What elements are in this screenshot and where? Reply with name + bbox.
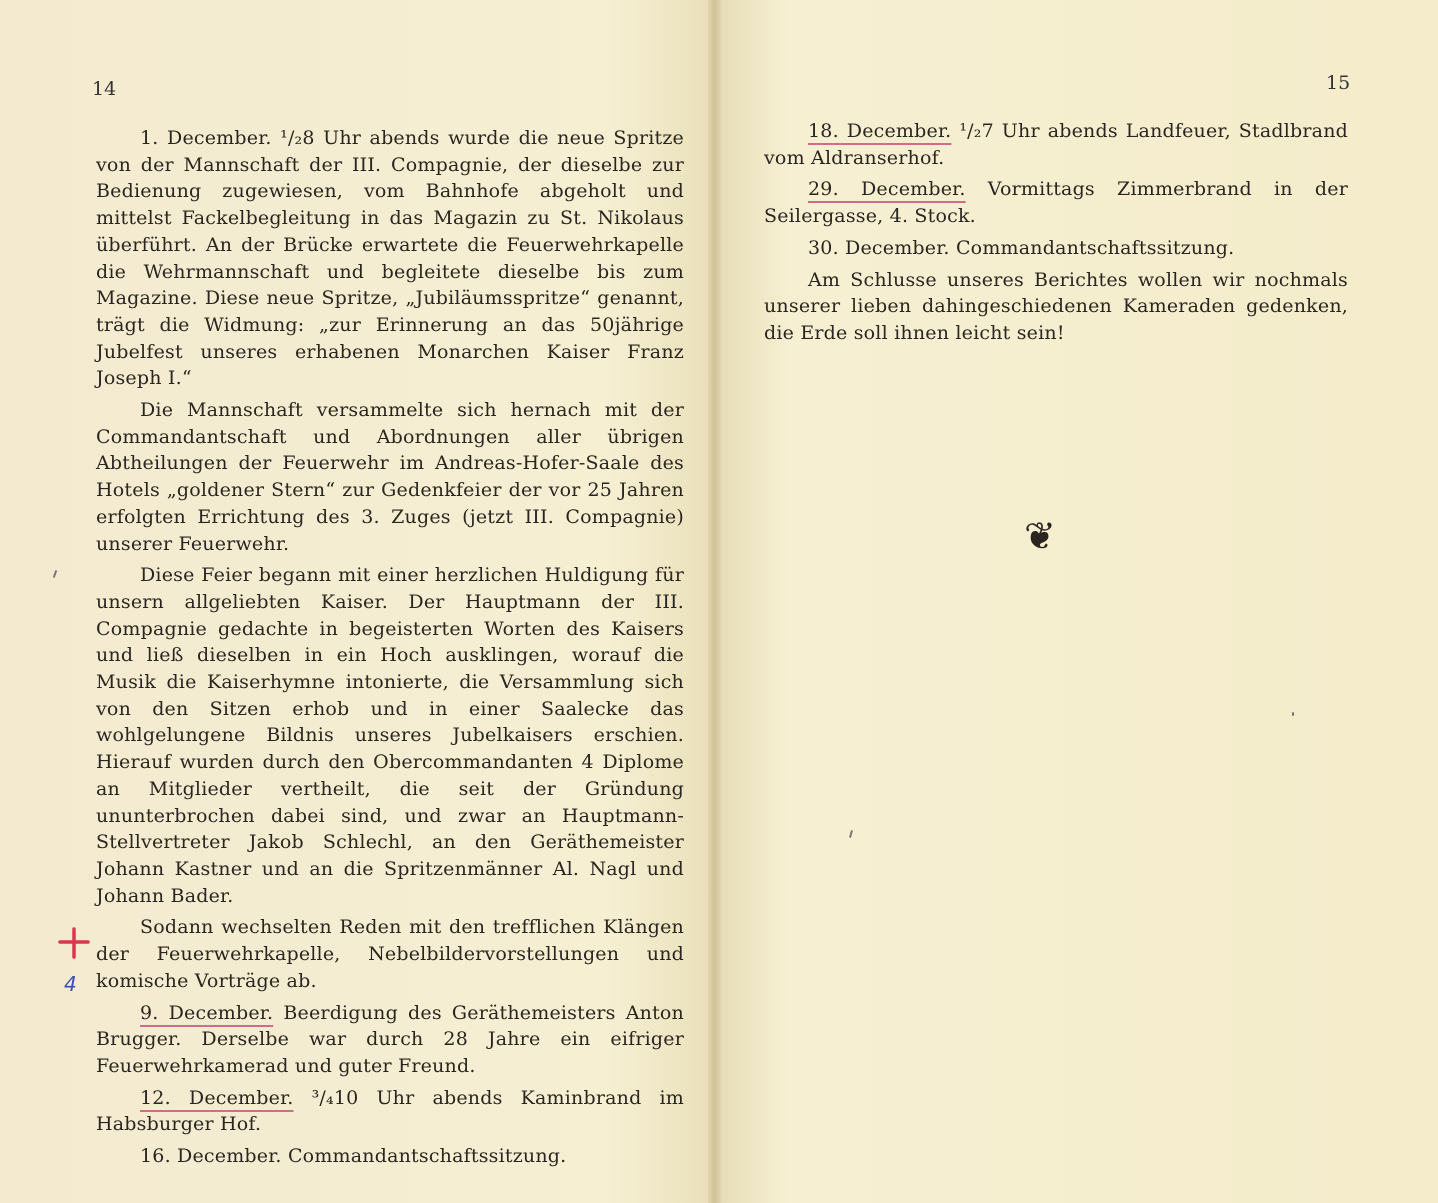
entry-paragraph [96, 914, 684, 994]
entry-paragraph [764, 267, 1348, 347]
entry-date: 12. December. [140, 1086, 294, 1109]
entry-text: Sodann wechselten Reden mit den trefflichen Klängen der Feuerwehrkapelle, Nebelbildervorstellungen und komische Vorträge ab. [96, 916, 684, 992]
entry-paragraph [96, 125, 684, 392]
entry-text: Vormittags Zimmerbrand in der Seilergasse, 4. Stock. [764, 178, 1348, 228]
entry-text: ¹/₂8 Uhr abends wurde die neue Spritze von der Mannschaft der III. Compagnie, der dieselbe zur Bedienung zugewiesen, vom Bahnhofe abgeholt und mittelst Fackelbegleitung in das Magazin zu St. Nikolaus überführt. An der Brücke erwartete die Feuerwehrkapelle die Wehrmannschaft und begleitete dieselbe bis zum Magazine. Diese neue Spritze, „Jubiläumsspritze“ genannt, trägt die Widmung: „zur Erinnerung an das 50jährige Jubelfest unseres erhabenen Monarchen Kaiser Franz Joseph I.“ [96, 127, 684, 390]
entry-text: Die Mannschaft versammelte sich hernach mit der Commandantschaft und Abordnungen aller übrigen Abtheilungen der Feuerwehr im Andreas-Hofer-Saale des Hotels „goldener Stern“ zur Gedenkfeier der vor 25 Jahren erfolgten Errichtung des 3. Zuges (jetzt III. Compagnie) unserer Feuerwehr. [96, 399, 684, 555]
entry-paragraph [764, 118, 1348, 171]
entry-text: Diese Feier begann mit einer herzlichen Huldigung für unsern allgeliebten Kaiser. Der Hauptmann der III. Compagnie gedachte in begeisterten Worten des Kaisers und ließ dieselben in ein Hoch ausklingen, worauf die Musik die Kaiserhymne intonierte, die Versammlung sich von den Sitzen erhob und in einer Saalecke das wohlgelungene Bildnis unseres Jubelkaisers erschien. Hierauf wurden durch den Obercommandanten 4 Diplome an Mitglieder vertheilt, die seit der Gründung ununterbrochen dabei sind, und zwar an Hauptmann-Stellvertreter Jakob Schlechl, an den Geräthemeister Johann Kastner und an die Spritzenmänner Al. Nagl und Johann Bader. [96, 564, 684, 907]
right-page-text [764, 118, 1348, 352]
entry-date: 30. December. [808, 236, 950, 259]
right-page-number: 15 [1326, 72, 1351, 94]
entry-paragraph [96, 397, 684, 557]
entry-text: Commandantschaftssitzung. [955, 236, 1235, 259]
entry-text: ¹/₂7 Uhr abends Landfeuer, Stadlbrand vom Aldranserhof. [764, 120, 1348, 169]
entry-paragraph [96, 1085, 684, 1138]
entry-text: Commandantschaftssitzung. [287, 1145, 567, 1168]
entry-date: 29. December. [808, 178, 966, 201]
entry-date: 18. December. [808, 120, 952, 142]
entry-paragraph [96, 1143, 684, 1170]
red-cross-mark-icon [56, 925, 92, 961]
ornament-flourish-icon: ❦ [1024, 514, 1056, 558]
entry-date: 1. December. [140, 127, 272, 149]
entry-text: ³/₄10 Uhr abends Kaminbrand im Habsburger Hof. [96, 1086, 684, 1136]
entry-text: Am Schlusse unseres Berichtes wollen wir nochmals unserer lieben dahingeschiedenen Kameraden gedenken, die Erde soll ihnen leicht sein! [764, 268, 1348, 344]
entry-paragraph [96, 562, 684, 909]
blue-pencil-note: 4 [64, 972, 77, 996]
paper-speck [1292, 712, 1294, 716]
entry-text: Beerdigung des Geräthemeisters Anton Brugger. Derselbe war durch 28 Jahre ein eifriger Feuerwehrkamerad und guter Freund. [96, 1001, 684, 1077]
left-page-number: 14 [92, 78, 117, 100]
entry-paragraph [764, 176, 1348, 229]
left-page-text [96, 125, 684, 1175]
entry-paragraph [96, 1000, 684, 1080]
entry-date: 9. December. [140, 1001, 274, 1024]
entry-date: 16. December. [140, 1145, 282, 1168]
entry-paragraph [764, 235, 1348, 262]
book-gutter [708, 0, 722, 1203]
